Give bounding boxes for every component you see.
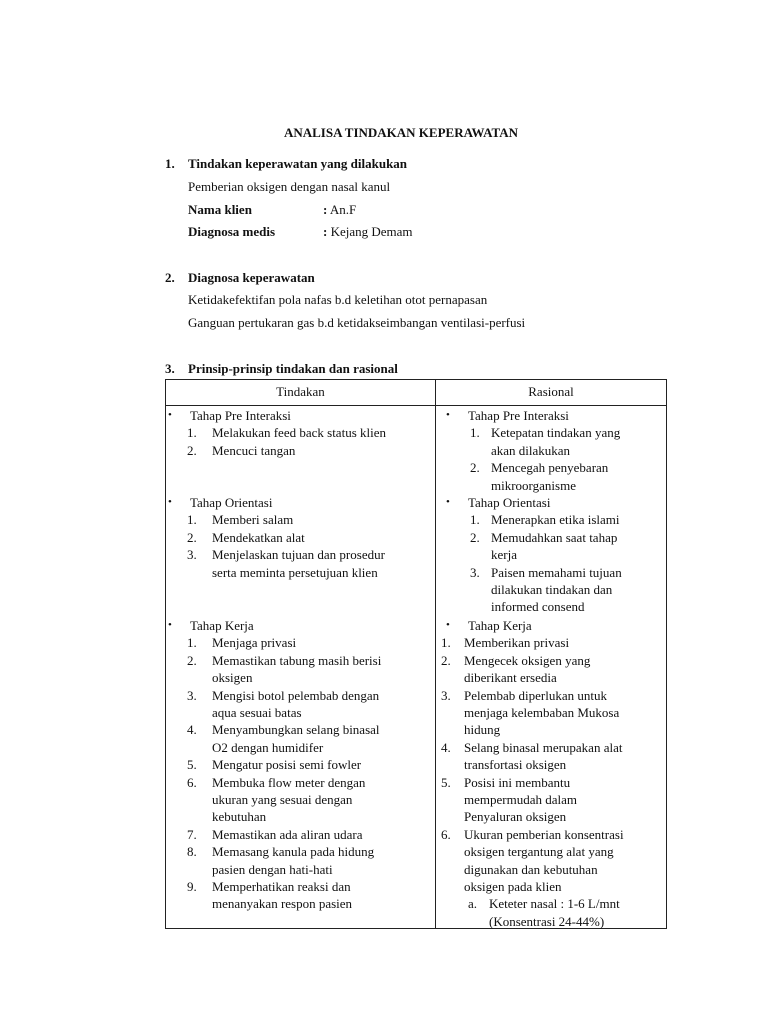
item-text: Mencuci tangan (212, 442, 296, 458)
item-number: 1. (470, 512, 480, 528)
item-text: (Konsentrasi 24-44%) (489, 913, 605, 929)
item-text: Menjaga privasi (212, 635, 297, 651)
phase-title: Tahap Kerja (190, 618, 254, 633)
item-text: Memudahkan saat tahap (491, 529, 618, 545)
field-value-nama-klien-text: An.F (327, 202, 357, 217)
item-text: Posisi ini membantu (464, 774, 571, 790)
item-text: Memastikan tabung masih berisi (212, 652, 382, 668)
section-1-number: 1. (165, 156, 175, 171)
column-header-tindakan: Tindakan (276, 384, 325, 399)
item-text: Membuka flow meter dengan (212, 774, 366, 790)
section-2-number: 2. (165, 270, 175, 285)
item-number: 5. (441, 774, 451, 790)
item-text: Keteter nasal : 1-6 L/mnt (489, 896, 620, 912)
item-text: oksigen tergantung alat yang (464, 844, 614, 860)
phase-bullet: • (446, 619, 450, 631)
principles-table (165, 379, 667, 929)
item-text: Ukuran pemberian konsentrasi (464, 826, 624, 842)
item-text: Mendekatkan alat (212, 529, 305, 545)
item-text: oksigen pada klien (464, 879, 562, 894)
field-label-nama-klien: Nama klien (188, 202, 252, 217)
field-label-diagnosa-medis: Diagnosa medis (188, 224, 276, 239)
section-2-line: Ketidakefektifan pola nafas b.d keletihan otot pernapasan (188, 292, 488, 307)
item-number: 7. (187, 826, 197, 842)
phase-bullet: • (446, 409, 450, 421)
item-text: Memperhatikan reaksi dan (212, 879, 351, 894)
item-number: 8. (187, 844, 197, 860)
item-number: 2. (441, 652, 451, 668)
item-text: Memastikan ada aliran udara (212, 826, 363, 842)
item-text: Memberi salam (212, 512, 294, 528)
item-text: dilakukan tindakan dan (491, 582, 613, 597)
item-text: ukuran yang sesuai dengan (212, 792, 353, 807)
item-number: 3. (187, 547, 197, 563)
item-text: mempermudah dalam (464, 792, 577, 807)
item-number: 1. (470, 425, 480, 441)
item-number: 1. (441, 635, 451, 651)
field-value-nama-klien: : An.F (323, 202, 357, 217)
item-number: 3. (441, 687, 451, 703)
column-header-rasional: Rasional (528, 384, 574, 399)
phase-title: Tahap Orientasi (190, 495, 273, 510)
field-value-diagnosa-medis-text: Kejang Demam (327, 224, 413, 239)
item-number: 9. (187, 879, 197, 894)
section-2-heading: Diagnosa keperawatan (188, 270, 315, 285)
item-number: 3. (187, 687, 197, 703)
phase-title: Tahap Pre Interaksi (468, 408, 569, 423)
item-text: menjaga kelembaban Mukosa (464, 705, 620, 720)
item-text: Menerapkan etika islami (491, 512, 620, 528)
item-number: 5. (187, 757, 197, 773)
item-number: 1. (187, 512, 197, 528)
item-text: hidung (464, 722, 501, 738)
item-text: Memasang kanula pada hidung (212, 844, 375, 860)
field-value-diagnosa-medis: : Kejang Demam (323, 224, 413, 239)
item-text: Mengatur posisi semi fowler (212, 757, 362, 773)
item-number: 2. (470, 529, 480, 545)
item-number: 2. (187, 652, 197, 668)
item-text: kebutuhan (212, 809, 267, 825)
item-text: pasien dengan hati-hati (212, 861, 333, 877)
item-number: 1. (187, 635, 197, 651)
item-text: O2 dengan humidifer (212, 739, 324, 755)
item-number: 2. (470, 460, 480, 476)
item-text: akan dilakukan (491, 442, 571, 458)
item-text: Paisen memahami tujuan (491, 564, 622, 580)
item-text: Menyambungkan selang binasal (212, 722, 380, 738)
item-text: Mengecek oksigen yang (464, 652, 591, 668)
phase-bullet: • (168, 619, 172, 631)
item-text: Penyaluran oksigen (464, 809, 567, 825)
phase-bullet: • (168, 496, 172, 508)
item-text: menanyakan respon pasien (212, 896, 353, 912)
item-number: 1. (187, 425, 197, 441)
item-text: Melakukan feed back status klien (212, 425, 386, 441)
section-3-number: 3. (165, 361, 175, 376)
item-text: serta meminta persetujuan klien (212, 564, 378, 580)
item-number: 3. (470, 564, 480, 580)
item-number: 4. (441, 739, 451, 755)
item-text: kerja (491, 547, 517, 563)
item-number: 6. (187, 774, 197, 790)
item-text: digunakan dan kebutuhan (464, 861, 598, 877)
item-text: informed consend (491, 599, 585, 615)
phase-title: Tahap Kerja (468, 618, 532, 633)
phase-bullet: • (168, 409, 172, 421)
item-text: oksigen (212, 670, 253, 686)
item-text: Selang binasal merupakan alat (464, 739, 623, 755)
item-text: Mencegah penyebaran (491, 460, 609, 476)
section-1-heading: Tindakan keperawatan yang dilakukan (188, 156, 408, 171)
phase-title: Tahap Orientasi (468, 495, 551, 510)
document-title: ANALISA TINDAKAN KEPERAWATAN (283, 125, 519, 140)
item-text: Memberikan privasi (464, 635, 570, 651)
section-3-heading: Prinsip-prinsip tindakan dan rasional (188, 361, 398, 376)
item-text: aqua sesuai batas (212, 705, 302, 720)
item-number: a. (468, 896, 478, 912)
item-text: mikroorganisme (491, 477, 576, 493)
phase-bullet: • (446, 496, 450, 508)
item-text: Ketepatan tindakan yang (491, 425, 621, 441)
item-text: Menjelaskan tujuan dan prosedur (212, 547, 385, 563)
item-text: diberikant ersedia (464, 670, 557, 686)
item-number: 4. (187, 722, 197, 738)
item-text: transfortasi oksigen (464, 757, 567, 773)
phase-title: Tahap Pre Interaksi (190, 408, 291, 423)
header-divider (166, 405, 666, 406)
section-1-text: Pemberian oksigen dengan nasal kanul (188, 179, 391, 194)
item-number: 6. (441, 826, 451, 842)
item-number: 2. (187, 529, 197, 545)
item-number: 2. (187, 442, 197, 458)
column-divider (435, 380, 436, 928)
item-text: Pelembab diperlukan untuk (464, 687, 607, 703)
item-text: Mengisi botol pelembab dengan (212, 687, 380, 703)
section-2-line: Ganguan pertukaran gas b.d ketidakseimbangan ventilasi-perfusi (188, 315, 526, 330)
